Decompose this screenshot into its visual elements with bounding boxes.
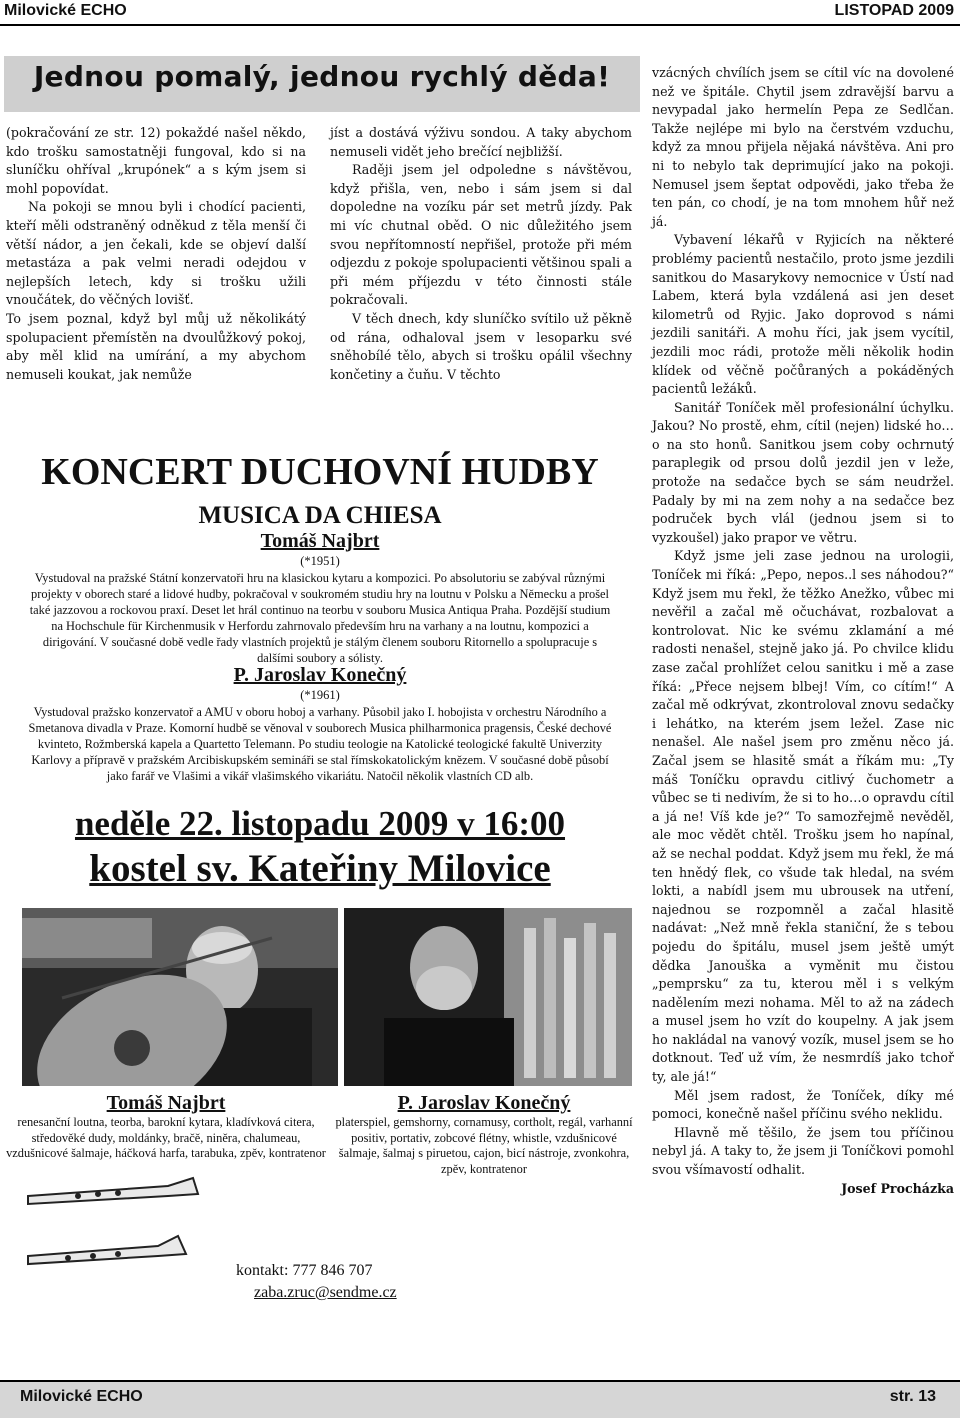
author-signature: Josef Procházka <box>841 1180 954 1196</box>
performer-1-born: (*1951) <box>300 554 340 568</box>
paragraph: Sanitář Toníček měl profesionální úchylku. Jakou? No prostě, ehm, cítil (nejen) lidské ho…o na sto honů. Sanitkou jsem coby ochrnutý paraplegik od prsou dolů jezdil jen v leže, protože na sedačce bych se sám neudržel. Padaly by mi na zem nohy a na sedačce bez područek bych vlál (jednou jsem si to vyzkoušel) jako prapor ve větru. <box>652 399 954 545</box>
photo-lute-player <box>22 908 338 1086</box>
concert-place: kostel sv. Kateřiny Milovice <box>89 847 551 890</box>
photo-organist <box>344 908 632 1086</box>
article-headline: Jednou pomalý, jednou rychlý děda! <box>33 60 611 93</box>
contact-email[interactable]: zaba.zruc@sendme.cz <box>254 1284 397 1301</box>
poster-subtitle: MUSICA DA CHIESA <box>198 502 442 529</box>
contact-phone: kontakt: 777 846 707 <box>236 1262 373 1279</box>
paragraph: Vybavení lékařů v Ryjicích na některé problémy pacientů nestačilo, proto jsme jezdili sanitkou do Masarykovy nemocnice v Ústí nad Labem, která byla vzdálená asi jen deset kilometrů od Ryjic. Jako doprovod s námi jezdili sanitáři. A mohu říci, jak jsem vycítil, jezdili moc rádi, protože měli několik hodin klídek od věčně počůraných a pokáděných pacientů ležáků. <box>652 232 954 397</box>
contact-block <box>236 1260 397 1304</box>
paragraph: To jsem poznal, když byl můj už několikátý spolupacient přemístěn na dvoulůžkový pokoj, aby měl klid na umírání, a my abychom nemuseli koukat, jak nemůže <box>6 310 306 382</box>
poster-title: KONCERT DUCHOVNÍ HUDBY <box>41 451 599 493</box>
performer-2-name: P. Jaroslav Konečný <box>233 664 407 686</box>
article-column-2 <box>330 124 632 384</box>
footer-magazine-name: Milovické ECHO <box>20 1388 143 1405</box>
paragraph: V těch dnech, kdy sluníčko svítilo už pěkně od rána, odhaloval jsem v lesoparku své sněhobílé tělo, abych si trošku opálil všechny končetiny a čuňu. V těchto <box>330 310 632 382</box>
performer-1-name: Tomáš Najbrt <box>260 530 380 552</box>
performer-2-caption <box>334 1092 634 1177</box>
page-header <box>0 0 960 26</box>
paragraph: Raději jsem jel odpoledne s návštěvou, když přišla, ven, nebo i sám jsem si dal dopoledne na vozíku pár set metrů jízdy. Pak mi víc chutnal oběd. O nic důležitého jsem svou nepřítomností nepřišel, protože při mém odjezdu z pokoje spolupacienti většinou spali a při mém příjezdu v této činnosti stále pokračovali. <box>330 162 632 308</box>
performer-1-bio: Vystudoval na pražské Státní konzervatoři hru na klasickou kytaru a kompozici. Po absolutoriu se zabýval různými projekty v oborech staré a lidové hudby, pokračoval v soukromém studiu hry na loutnu v Polsku a Německu a prošel také jazzovou a rockovou praxí. Deset let hrál continuo na teorbu v souboru Musica Antiqua Praha. Pozdější studium na Hochschule für Kirchenmusik v Herfordu zahrnovalo především hru na varhany a na loutnu, kompozici a dirigování. V současné době vedle řady vlastních projektů je stálým členem souboru Ritornello a spolupracuje s dalšími soubory a sólisty. <box>29 571 611 665</box>
instrument-illustration <box>18 1166 218 1316</box>
performer-2-born: (*1961) <box>300 688 340 702</box>
paragraph: Hlavně mě těšilo, že jsem tou příčinou nebyl já. A taky to, že jsem ji Toníčkovi pomohl svou všímavostí odhalit. <box>652 1124 954 1178</box>
magazine-name: Milovické ECHO <box>4 2 127 19</box>
performer-1-caption <box>6 1092 326 1162</box>
article-column-3 <box>652 64 954 1198</box>
paragraph: vzácných chvílích jsem se cítil víc na dovolené než ve špitále. Chytil jsem zdravější barvu a nevypadal jako hermelín Pepa ze Sedlčan. Takže nejlépe mi bylo na čerstvém vzduchu, když za mnou přijela nějaká návštěva. Ani pro ni to nebylo tak deprimující jako na pokoji. Nemusel jsem šeptat odpovědi, jako třeba že ten pán, co chodí, je na tom mnohem hůř než já. <box>652 65 954 229</box>
concert-date: neděle 22. listopadu 2009 v 16:00 <box>74 804 566 843</box>
caption-instruments: platerspiel, gemshorny, cornamusy, cortholt, regál, varhanní positiv, portativ, zobcové flétny, whistle, vzdušnicové šalmaje, šalmaj s piruetou, cajon, bicí nástroje, zvonkohra, zpěv, kontratenor <box>335 1115 633 1176</box>
paragraph: jíst a dostává výživu sondou. A taky abychom nemuseli vidět jeho brečící nejbližší. <box>330 125 632 159</box>
caption-instruments: renesanční loutna, teorba, barokní kytara, kladívková citera, středověké dudy, moldánky, bračě, niněra, chalumeau, vzdušnicové šalmaje, háčková harfa, tarabuka, zpěv, kontratenor <box>6 1115 326 1160</box>
paragraph: (pokračování ze str. 12) pokaždé našel někdo, kdo trošku samostatněji fungoval, kdo si na sluníčku ohříval „krupónek“ a s kým jsem si mohl popovídat. <box>6 125 306 196</box>
page-number: str. 13 <box>889 1388 936 1405</box>
paragraph: Měl jsem radost, že Toníček, díky mé pomoci, konečně našel příčinu svého neklidu. <box>652 1087 954 1122</box>
concert-poster <box>6 426 634 1326</box>
issue-date: LISTOPAD 2009 <box>834 2 954 19</box>
paragraph: Když jsme jeli zase jednou na urologii, Toníček mi říká: „Pepo, nepos..l ses náhodou?“ Když jsem mu řekl, že těžko Anežko, vůbec mi nevěřil a začal mě očuchávat, rozbalovat a kontrolovat. Nic ke svému zklamání a mé radosti nenašel, stejně jako já. Po chvilce klidu zase začal prohlížet celou sanitku i mě a zase říká: „Přece nejsem blbej! Vím, co cítím!“ A začal mě odkrývat, zkontroloval znovu sedačky i lehátko, na kterém jsem ležel. Zase nic nenašel. Ale našel jsem pro změnu něco já. Začal jsem se hlasitě smát a říkám mu: „Ty máš Toníčku opravdu citlivý čuchometr a vůbec se ti nedivím, že si to ho…o opravdu cítil a já ne! Víš kde je?“ To samozřejmě nevěděl, ale moc vědět chtěl. Trošku jsem ho napínal, až se nechal poddat. Když jsem mu řekl, že má ten hnědý flek, co všude tak hledal, na svém lokti, a nabídl jsem mu ubrousek na utření, najednou se rozpomněl a začal hlasitě nadávat: „Než mně řekla staniční, že s tebou pojedu do špitálu, musel jsem ještě umýt dědka Janouška a vyměnit mu čistou „pemprsku“ za tu, kterou měl i s velkým nadělením mezi nohama. Měl to až na zádech a musel jsem ho vzít do koupelny. A jak jsem ho nakládal na vanový vozík, musel jsem se ho dotknout. Teď už vím, že nesmrdíš jako tchoř ty, ale já!“ <box>652 548 954 1085</box>
paragraph: Na pokoji se mnou byli i chodící pacienti, kteří měli odstraněný odněkud z těla menší či větší nádor, a jen čekali, kde se objeví další metastáza a pak velmi neradi odejdou v nejlepších letech, kdy si trošku užili vnoučátek, do věčných lovišť. <box>6 199 306 308</box>
page-footer <box>0 1380 960 1418</box>
article-column-1 <box>6 124 306 384</box>
performer-2-bio: Vystudoval pražsko konzervatoř a AMU v oboru hoboj a varhany. Působil jako I. hobojista v orchestru Národního a Smetanova divadla v Praze. Komorní hudbě se věnoval v souborech Musica philharmonica pragensis, České dechové kvinteto, Rožmberská kapela a Quartetto Telemann. Po studiu teologie na Katolické teologické fakultě Univerzity Karlovy a přípravě v pražském Arcibiskupském semináři se stal římskokatolickým knězem. V současné době působí jako farář ve Vlašimi a vikář vlašimského vikariátu. Natočil několik vlastních CD alb. <box>28 705 612 783</box>
caption-name: P. Jaroslav Konečný <box>397 1092 571 1114</box>
caption-name: Tomáš Najbrt <box>106 1092 226 1114</box>
